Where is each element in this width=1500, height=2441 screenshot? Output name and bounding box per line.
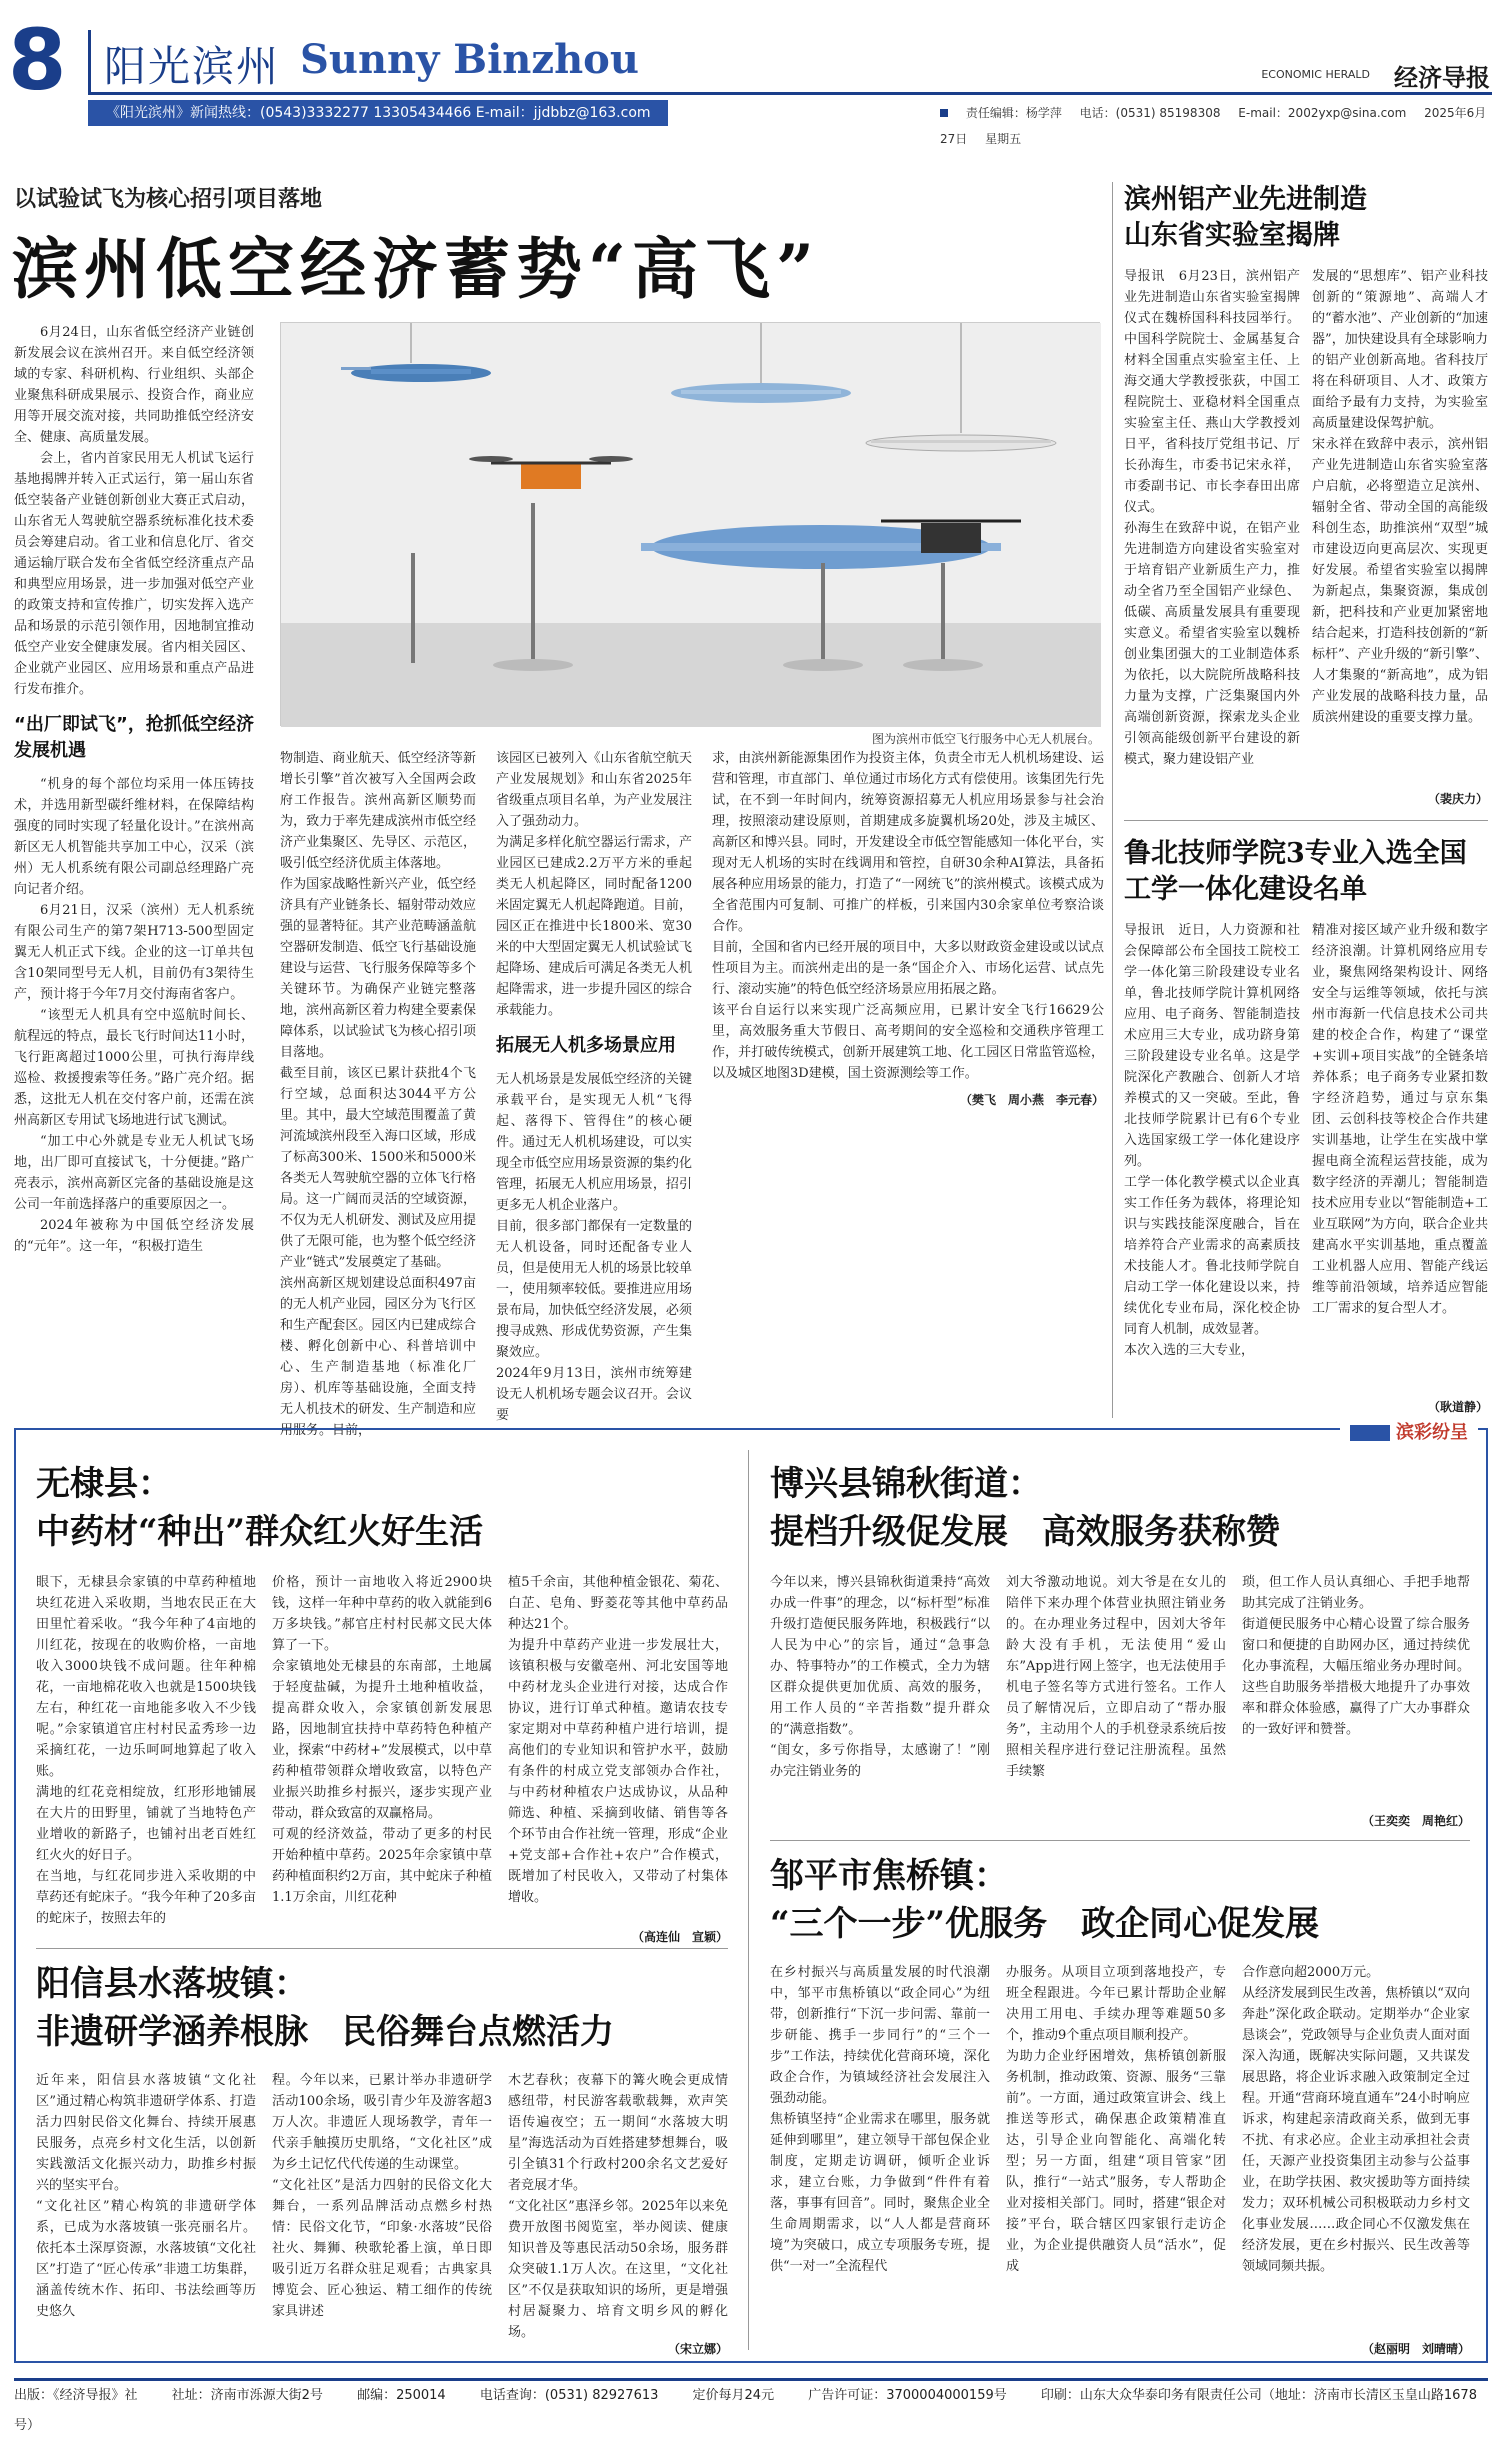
lead-paragraph: “加工中心外就是专业无人机试飞场地，出厂即可直接试飞，十分便捷。”路广亮表示，滨州高新区完备的基础设施是这公司一年前选择落户的重要原因之一。 xyxy=(14,1134,254,1212)
editor-phone: 电话：(0531) 85198308 xyxy=(1079,106,1221,120)
wudi-byline: （高连仙 宣颖） xyxy=(631,1930,728,1944)
imprint-footer xyxy=(14,2378,1488,2433)
masthead-rule xyxy=(88,92,1492,95)
yangxin-column-a xyxy=(36,2070,256,2352)
lead-column-2 xyxy=(280,748,476,1438)
boxing-text: 刘大爷激动地说。刘大爷是在女儿的陪伴下来办理个体营业执照注销业务的。在办理业务过程中，因刘大爷年龄大没有手机，无法使用“爱山东”App进行网上签字，也无法使用手机电子签名等方式进行签名。工作人员了解情况后，立即启动了“帮办服务”，主动用个人的手机登录系统后按照相关程序进行登记注册流程。虽然手续繁 xyxy=(1006,1575,1226,1779)
lead-paragraph: “该型无人机具有空中巡航时间长、航程远的特点，最长飞行时间达11小时，飞行距离超过1000公里，可执行海岸线巡检、救援搜索等任务。”路广亮介绍。据悉，这批无人机在交付客户前，还需在滨州高新区专用试飞场地进行试飞测试。 xyxy=(14,1008,254,1128)
lead-column-1 xyxy=(14,322,254,1408)
zouping-headline: 邹平市焦桥镇： “三个一步”优服务 政企同心促发展 xyxy=(770,1856,1320,1944)
boxing-headline: 博兴县锦秋街道： 提档升级促发展 高效服务获称赞 xyxy=(770,1464,1280,1552)
paper-name-cn: 经济导报 xyxy=(1394,64,1490,92)
issue-weekday: 星期五 xyxy=(985,132,1022,146)
technician-college-headline: 鲁北技师学院3专业入选全国工学一体化建设名单 xyxy=(1124,838,1467,905)
section-title-en: Sunny Binzhou xyxy=(300,36,639,83)
footer-phone: 电话查询：(0531) 82927613 xyxy=(479,2388,659,2403)
wudi-text: 眼下，无棣县佘家镇的中草药种植地块红花进入采收期，当地农民正在大田里忙着采收。“我今年种了4亩地的川红花，按现在的收购价格，一亩地收入3000块钱不成问题。往年种棉花，一亩地棉花收入也就是1500块钱左右，种红花一亩地能多收入不少钱呢。”佘家镇道官庄村村民孟秀珍一边采摘红花，一边乐呵呵地算起了收入账。 满地的红花竞相绽放，红形形地铺展在大片的田野里，铺就了当地特色产业增收的新路子，也铺衬出老百姓红红火火的好日子。 在当地，与红花同步进入采收期的中草药还有蛇床子。“我今年种了20多亩的蛇床子，按照去年的 xyxy=(36,1575,256,1926)
yangxin-byline: （宋立娜） xyxy=(667,2342,728,2356)
wudi-column-b xyxy=(272,1572,492,1942)
lead-byline: （樊飞 周小燕 李元春） xyxy=(959,1093,1104,1107)
footer-address: 社址：济南市泺源大街2号 xyxy=(171,2388,323,2403)
masthead xyxy=(0,0,1500,146)
boxing-text: 琐，但工作人员认真细心、手把手地帮助其完成了注销业务。 街道便民服务中心精心设置了综合服务窗口和便捷的自助网办区，通过持续优化办事流程，大幅压缩业务办理时间。这些自助服务举措极大地提升了办事效率和群众体验感，赢得了广大办事群众的一致好评和赞誉。 xyxy=(1242,1575,1470,1737)
wudi-column-c xyxy=(508,1572,728,1924)
photo-caption: 图为滨州市低空飞行服务中心无人机展台。 xyxy=(871,732,1100,746)
technician-college-column-a xyxy=(1124,920,1300,1390)
lead-text: 物制造、商业航天、低空经济等新增长引擎”首次被写入全国两会政府工作报告。滨州高新区顺势而为，致力于率先建成滨州市低空经济产业集聚区、先导区、示范区，吸引低空经济优质主体落地。 作为国家战略性新兴产业，低空经济具有产业链条长、辐射带动效应强的显著特征。其产业范畴涵盖航空器研发制造、低空飞行基础设施建设与运营、飞行服务保障等多个关键环节。为确保产业链完整落地，滨州高新区着力构建全要素保障体系，以试验试飞为核心招引项目落地。 截至目前，该区已累计获批4个飞行空域，总面积达3044平方公里。其中，最大空域范围覆盖了黄河流域滨州段至入海口区域，形成了标高300米、1500米和5000米各类无人驾驶航空器的立体飞行格局。这一广阔而灵活的空域资源，不仅为无人机研发、测试及应用提供了无限可能，也为整个低空经济产业“链式”发展奠定了基础。 滨州高新区规划建设总面积497亩的无人机产业园，园区分为飞行区和生产配套区。园区内已建成综合楼、孵化创新中心、科普培训中心、生产制造基地（标准化厂房）、机库等基础设施，全面支持无人机技术的研发、生产制造和应用服务。目前， xyxy=(280,751,476,1438)
technician-college-text: 精准对接区域产业升级和数字经济浪潮。计算机网络应用专业，聚焦网络架构设计、网络安全与运维等领域，依托与滨州市海新一代信息技术公司共建的校企合作，构建了“课堂+实训+项目实战”的全链条培养体系；电子商务专业紧扣数字经济趋势，通过与京东集团、云创科技等校企合作共建实训基地，让学生在实战中掌握电商全流程运营技能，成为数字经济的弄潮儿；智能制造技术应用专业以“智能制造+工业互联网”为方向，联合企业共建高水平实训基地，重点覆盖工业机器人应用、智能产线运维等前沿领域，培养适应智能工厂需求的复合型人才。 xyxy=(1312,923,1488,1316)
lead-paragraph: 6月24日，山东省低空经济产业链创新发展会议在滨州召开。来自低空经济领域的专家、科研机构、行业组织、头部企业聚焦科研成果展示、投资合作，商业应用等开展交流对接，共同助推低空经济安全、健康、高质量发展。 xyxy=(14,325,254,445)
lead-paragraph: 2024年被称为中国低空经济发展的“元年”。这一年，“积极打造生 xyxy=(14,1218,254,1254)
technician-college-text: 导报讯 近日，人力资源和社会保障部公布全国技工院校工学一体化第三阶段建设专业名单，鲁北技师学院计算机网络应用、电子商务、智能制造技术应用三大专业，成功跻身第三阶段建设专业名单。这是学院深化产教融合、创新人才培养模式的又一突破。至此，鲁北技师学院累计已有6个专业入选国家级工学一体化建设序列。 工学一体化教学模式以企业真实工作任务为载体，将理论知识与实践技能深度融合，旨在培养符合产业需求的高素质技术技能人才。鲁北技师学院自启动工学一体化建设以来，持续优化专业布局，深化校企协同育人机制，成效显著。 本次入选的三大专业， xyxy=(1124,923,1300,1358)
section-rule xyxy=(1124,820,1488,821)
issue-date: 2025年6月27日 xyxy=(940,106,1487,146)
section-title-cn: 阳光滨州 xyxy=(104,42,281,91)
lead-paragraph: 6月21日，汉采（滨州）无人机系统有限公司生产的第7架H713-500型固定翼无人机正式下线。企业的这一订单共包含10架同型号无人机，目前仍有3架待生产，预计将于今年7月交付海南省客户。 xyxy=(14,903,254,1002)
zouping-text: 办服务。从项目立项到落地投产，专班全程跟进。今年已累计帮助企业解决用工用电、手续办理等难题50多个，推动9个重点项目顺利投产。 为助力企业纾困增效，焦桥镇创新服务机制，推动政策、资源、服务“三靠前”。一方面，通过政策宣讲会、线上推送等形式，确保惠企政策精准直达，引导企业向智能化、高端化转型；另一方面，组建“项目管家”团队，推行“一站式”服务，专人帮助企业对接相关部门。同时，搭建“银企对接”平台，联合辖区四家银行走访企业，为企业提供融资人员“活水”，促成 xyxy=(1006,1965,1226,2274)
page-number: 8 xyxy=(8,11,67,109)
news-hotline: 《阳光滨州》新闻热线：(0543)3332277 13305434466 E-mail：jjdbbz@163.com xyxy=(88,100,668,126)
lead-text: 求，由滨州新能源集团作为投资主体，负责全市无人机机场建设、运营和管理，市直部门、单位通过市场化方式有偿使用。该集团先行先试，在不到一年时间内，统筹资源招募无人机应用场景参与社会治理，按照滚动建设原则，首期建成多旋翼机场20处，涉及主城区、高新区和博兴县。同时，开发建设全市低空智能感知一体化平台，实现对无人机场的实时在线调用和管控，自研30余种AI算法，具备拓展各种应用场景的能力，打造了“一网统飞”的滨州模式。该模式成为全省范围内可复制、可推广的样板，引来国内30余家单位考察洽谈合作。 目前，全国和省内已经开展的项目中，大多以财政资金建设或以试点性项目为主。而滨州走出的是一条“国企介入、市场化运营、试点先行、滚动实施”的特色低空经济场景应用拓展之路。 该平台自运行以来实现广泛高频应用，已累计安全飞行16629公里，高效服务重大节假日、高考期间的安全巡检和交通秩序管理工作，并打破传统模式，创新开展建筑工地、化工园区日常监管巡检，以及城区地图3D建模，国土资源测绘等工作。 xyxy=(712,751,1104,1081)
lead-text: 无人机场景是发展低空经济的关键承载平台，是实现无人机“飞得起、落得下、管得住”的核心硬件。通过无人机机场建设，可以实现全市低空应用场景资源的集约化管理，拓展无人机应用场景，招引更多无人机企业落户。 目前，很多部门都保有一定数量的无人机设备，同时还配备专业人员，但是使用无人机的场景比较单一，使用频率较低。要推进应用场景布局，加快低空经济发展，必须搜寻成熟、形成优势资源，产生集聚效应。 2024年9月13日，滨州市统筹建设无人机机场专题会议召开。会议要 xyxy=(496,1072,692,1423)
wudi-column-a xyxy=(36,1572,256,1942)
aluminum-lab-column-a xyxy=(1124,266,1300,806)
drone-exhibit-illustration xyxy=(281,323,1101,727)
blue-dot-icon xyxy=(940,109,948,117)
technician-college-column-b xyxy=(1312,920,1488,1390)
lead-subhead-1: “出厂即试飞”，抢抓低空经济发展机遇 xyxy=(14,714,254,761)
boxing-column-c xyxy=(1242,1572,1470,1804)
zouping-column-b xyxy=(1006,1962,1226,2352)
footer-publisher: 出版：《经济导报》社 xyxy=(14,2388,138,2403)
zouping-text: 在乡村振兴与高质量发展的时代浪潮中，邹平市焦桥镇以“政企同心”为纽带，创新推行“下沉一步问需、靠前一步研能、携手一步同行”的“三个一步”工作法，持续优化营商环境，深化政企合作，为镇域经济社会发展注入强劲动能。 焦桥镇坚持“企业需求在哪里，服务就延伸到哪里”，建立领导干部包保企业制度，定期走访调研，倾听企业诉求，建立台账，力争做到“件件有着落，事事有回音”。同时，聚焦企业全生命周期需求，以“人人都是营商环境”为突破口，成立专项服务专班，提供“一对一”全流程代 xyxy=(770,1965,990,2274)
editor-name: 责任编辑：杨学萍 xyxy=(965,106,1062,120)
wudi-text: 植5千余亩，其他种植金银花、菊花、白芷、皂角、野菱花等其他中草药品种达21个。 为提升中草药产业进一步发展壮大，该镇积极与安徽亳州、河北安国等地中药材龙头企业进行对接，达成合作协议，进行订单式种植。邀请农技专家定期对中草药种植户进行培训，提高他们的专业知识和管护水平，鼓励有条件的村成立党支部领办合作社，与中药材种植农户达成协议，从品种筛选、种植、采摘到收储、销售等各个环节由合作社统一管理，形成“企业+党支部+合作社+农户”合作模式，既增加了村民收入，又带动了村集体增收。 xyxy=(508,1575,728,1905)
footer-printer: 印刷：山东大众华泰印务有限责任公司（地址：济南市长清区玉皇山路1678号） xyxy=(14,2388,1477,2433)
lead-headline: 滨州低空经济蓄势“高飞” xyxy=(12,230,820,308)
boxing-column-a xyxy=(770,1572,990,1824)
yangxin-text: 木艺春秋；夜幕下的篝火晚会更成情感纽带，村民游客载歌载舞，欢声笑语传遍夜空；五一期间“水落坡大明星”海选活动为百姓搭建梦想舞台，吸引全镇31个行政村200余名文艺爱好者竞展才华。 “文化社区”惠泽乡邻。2025年以来免费开放图书阅览室，举办阅读、健康知识普及等惠民活动50余场，服务群众突破1.1万人次。在这里，“文化社区”不仅是获取知识的场所，更是增强村居凝聚力、培育文明乡风的孵化场。 xyxy=(508,2073,728,2340)
aluminum-lab-byline: （裴庆力） xyxy=(1427,792,1488,806)
footer-price: 定价每月24元 xyxy=(692,2388,775,2403)
lead-subhead-2: 拓展无人机多场景应用 xyxy=(496,1035,676,1056)
yangxin-column-b xyxy=(272,2070,492,2352)
masthead-divider xyxy=(88,30,91,92)
wudi-text: 价格，预计一亩地收入将近2900块钱，这样一年种中草药的收入就能到6万多块钱。”郝官庄村村民郝文民大体算了一下。 佘家镇地处无棣县的东南部，土地属于轻度盐碱，为提升土地种植收益，提高群众收入，佘家镇创新发展思路，因地制宜扶持中草药特色种植产业，探索“中药材+”发展模式，以中草药种植带领群众增收致富，以特色产业振兴助推乡村振兴，逐步实现产业带动，群众致富的双赢格局。 可观的经济效益，带动了更多的村民开始种植中草药。2025年佘家镇中草药种植面积约2万亩，其中蛇床子种植1.1万余亩，川红花种 xyxy=(272,1575,492,1905)
wudi-headline: 无棣县： 中药材“种出”群众红火好生活 xyxy=(36,1464,484,1552)
lead-paragraph: “机身的每个部位均采用一体压铸技术，并选用新型碳纤维材料，在保障结构强度的同时实现了轻量化设计。”在滨州高新区无人机智能共享加工中心，汉采（滨州）无人机系统有限公司副总经理路广亮向记者介绍。 xyxy=(14,777,254,897)
section-tag xyxy=(1340,1418,1478,1444)
yangxin-text: 程。今年以来，已累计举办非遗研学活动100余场，吸引青少年及游客超3万人次。非遗匠人现场教学，青年一代亲手触摸历史肌络，“文化社区”成为乡土记忆代代传递的生动课堂。 “文化社区”是活力四射的民俗文化大舞台，一系列品牌活动点燃乡村热情：民俗文化节，“印象·水落坡”民俗社火、舞狮、秧歌轮番上演，单日即吸引近万名群众驻足观看；古典家具博览会、匠心独运、精工细作的传统家具讲述 xyxy=(272,2073,492,2319)
boxing-byline: （王奕奕 周艳红） xyxy=(1361,1814,1470,1828)
aluminum-lab-headline: 滨州铝产业先进制造山东省实验室揭牌 xyxy=(1124,184,1367,251)
aluminum-lab-text: 发展的“思想库”、铝产业科技创新的“策源地”、高端人才的“蓄水池”、产业创新的“加速器”，加快建设具有全球影响力的铝产业创新高地。省科技厅将在科研项目、人才、政策方面给予最有力支持，为实验室高质量建设保驾护航。 宋永祥在致辞中表示，滨州铝产业先进制造山东省实验室落户启航，必将塑造立足滨州、辐射全省、带动全国的高能级科创生态，助推滨州“双型”城市建设迈向更高层次、实现更好发展。希望省实验室以揭牌为新起点，集聚资源，集成创新，把科技和产业更加紧密地结合起来，打造科技创新的“新标杆”、产业升级的“新引擎”、人才集聚的“新高地”，成为铝产业发展的战略科技力量，品质滨州建设的重要支撑力量。 xyxy=(1312,269,1488,725)
boxing-text: 今年以来，博兴县锦秋街道秉持“高效办成一件事”的理念，以“标杆型”标准升级打造便民服务阵地，积极践行“以人民为中心”的宗旨，通过“急事急办、特事特办”的工作模式，全力为辖区群众提供更加优质、高效的服务，用工作人员的“辛苦指数”提升群众的“满意指数”。 “闺女，多亏你指导，太感谢了！”刚办完注销业务的 xyxy=(770,1575,990,1779)
column-rule xyxy=(1112,182,1113,1418)
editor-email: E-mail：2002yxp@sina.com xyxy=(1238,106,1407,120)
technician-college-byline: （耿道静） xyxy=(1427,1400,1488,1414)
zouping-column-c xyxy=(1242,1962,1470,2332)
tag-bar xyxy=(1350,1425,1390,1441)
yangxin-column-c xyxy=(508,2070,728,2340)
lead-kicker: 以试验试飞为核心招引项目落地 xyxy=(14,187,323,212)
section-rule xyxy=(36,1948,728,1949)
editor-info xyxy=(940,100,1500,152)
zouping-column-a xyxy=(770,1962,990,2352)
zouping-text: 合作意向超2000万元。 从经济发展到民生改善，焦桥镇以“双向奔赴”深化政企联动。定期举办“企业家恳谈会”，党政领导与企业负责人面对面深入沟通，既解决实际问题，又共谋发展思路，将企业诉求融入政策制定全过程。开通“营商环境直通车”24小时响应诉求，构建起亲清政商关系，做到无事不扰、有求必应。企业主动承担社会责任，天源产业投资集团主动参与公益事业，在助学扶困、救灾援助等方面持续发力；双环机械公司积极联动力乡村文化事业发展……政企同心不仅激发焦在经济发展，更在乡村振兴、民生改善等领域同频共振。 xyxy=(1242,1965,1470,2274)
yangxin-headline: 阳信县水落坡镇： 非遗研学涵养根脉 民俗舞台点燃活力 xyxy=(36,1964,614,2052)
drone-photo xyxy=(280,322,1100,726)
section-tag-label: 滨彩纷呈 xyxy=(1396,1422,1468,1443)
zouping-byline: （赵丽明 刘晴晴） xyxy=(1361,2342,1470,2356)
footer-ad-license: 广告许可证：3700004000159号 xyxy=(808,2388,1007,2403)
boxing-column-b xyxy=(1006,1572,1226,1824)
lead-text: 该园区已被列入《山东省航空航天产业发展规划》和山东省2025年省级重点项目名单，为产业发展注入了强劲动力。 为满足多样化航空器运行需求，产业园区已建成2.2万平方米的垂起类无人机起降区，同时配备1200米固定翼无人机起降跑道。目前，园区正在推进中长1800米、宽30米的中大型固定翼无人机试验试飞起降场、建成后可满足各类无人机起降需求，进一步提升园区的综合承载能力。 xyxy=(496,751,692,1018)
lead-column-3 xyxy=(496,748,692,1423)
column-rule xyxy=(748,1450,749,2350)
yangxin-text: 近年来，阳信县水落坡镇“文化社区”通过精心构筑非遗研学体系、打造活力四射民俗文化舞台、持续开展惠民服务，点亮乡村文化生活，以创新实践激活文化振兴动力，助推乡村振兴的坚实平台。 “文化社区”精心构筑的非遗研学体系，已成为水落坡镇一张亮丽名片。依托本土深厚资源，水落坡镇“文化社区”打造了“匠心传承”非遗工坊集群，涵盖传统木作、拓印、书法绘画等历史悠久 xyxy=(36,2073,256,2319)
aluminum-lab-column-b xyxy=(1312,266,1488,806)
aluminum-lab-text: 导报讯 6月23日，滨州铝产业先进制造山东省实验室揭牌仪式在魏桥国科科技园举行。中国科学院院士、金属基复合材料全国重点实验室主任、上海交通大学教授张荻，中国工程院院士、亚稳材料全国重点实验室主任、燕山大学教授刘日平，省科技厅党组书记、厅长孙海生，市委书记宋永祥，市委副书记、市长李春田出席仪式。 孙海生在致辞中说，在铝产业先进制造方向建设省实验室对于培育铝产业新质生产力，推动全省乃至全国铝产业绿色、低碳、高质量发展具有重要现实意义。希望省实验室以魏桥创业集团强大的工业制造体系为依托，以大院院所战略科技力量为支撑，广泛集聚国内外高端创新资源，探索龙头企业引领高能级创新平台建设的新模式，聚力建设铝产业 xyxy=(1124,269,1300,767)
paper-name-en: ECONOMIC HERALD xyxy=(1261,68,1370,81)
lead-paragraph: 会上，省内首家民用无人机试飞运行基地揭牌并转入正式运行，第一届山东省低空装备产业链创新创业大赛正式启动，山东省无人驾驶航空器系统标准化技术委员会筹建启动。省工业和信息化厅、省交通运输厅联合发布全省低空经济重点产品和典型应用场景，进一步加强对低空产业的政策支持和宣传推广，切实发挥入选产品和场景的示范引领作用，因地制宜推动低空产业安全健康发展。省内相关园区、企业就产业园区、应用场景和重点产品进行发布推介。 xyxy=(14,451,254,697)
footer-postcode: 邮编：250014 xyxy=(357,2388,446,2403)
section-rule xyxy=(770,1840,1470,1841)
lead-column-4 xyxy=(712,748,1104,1408)
